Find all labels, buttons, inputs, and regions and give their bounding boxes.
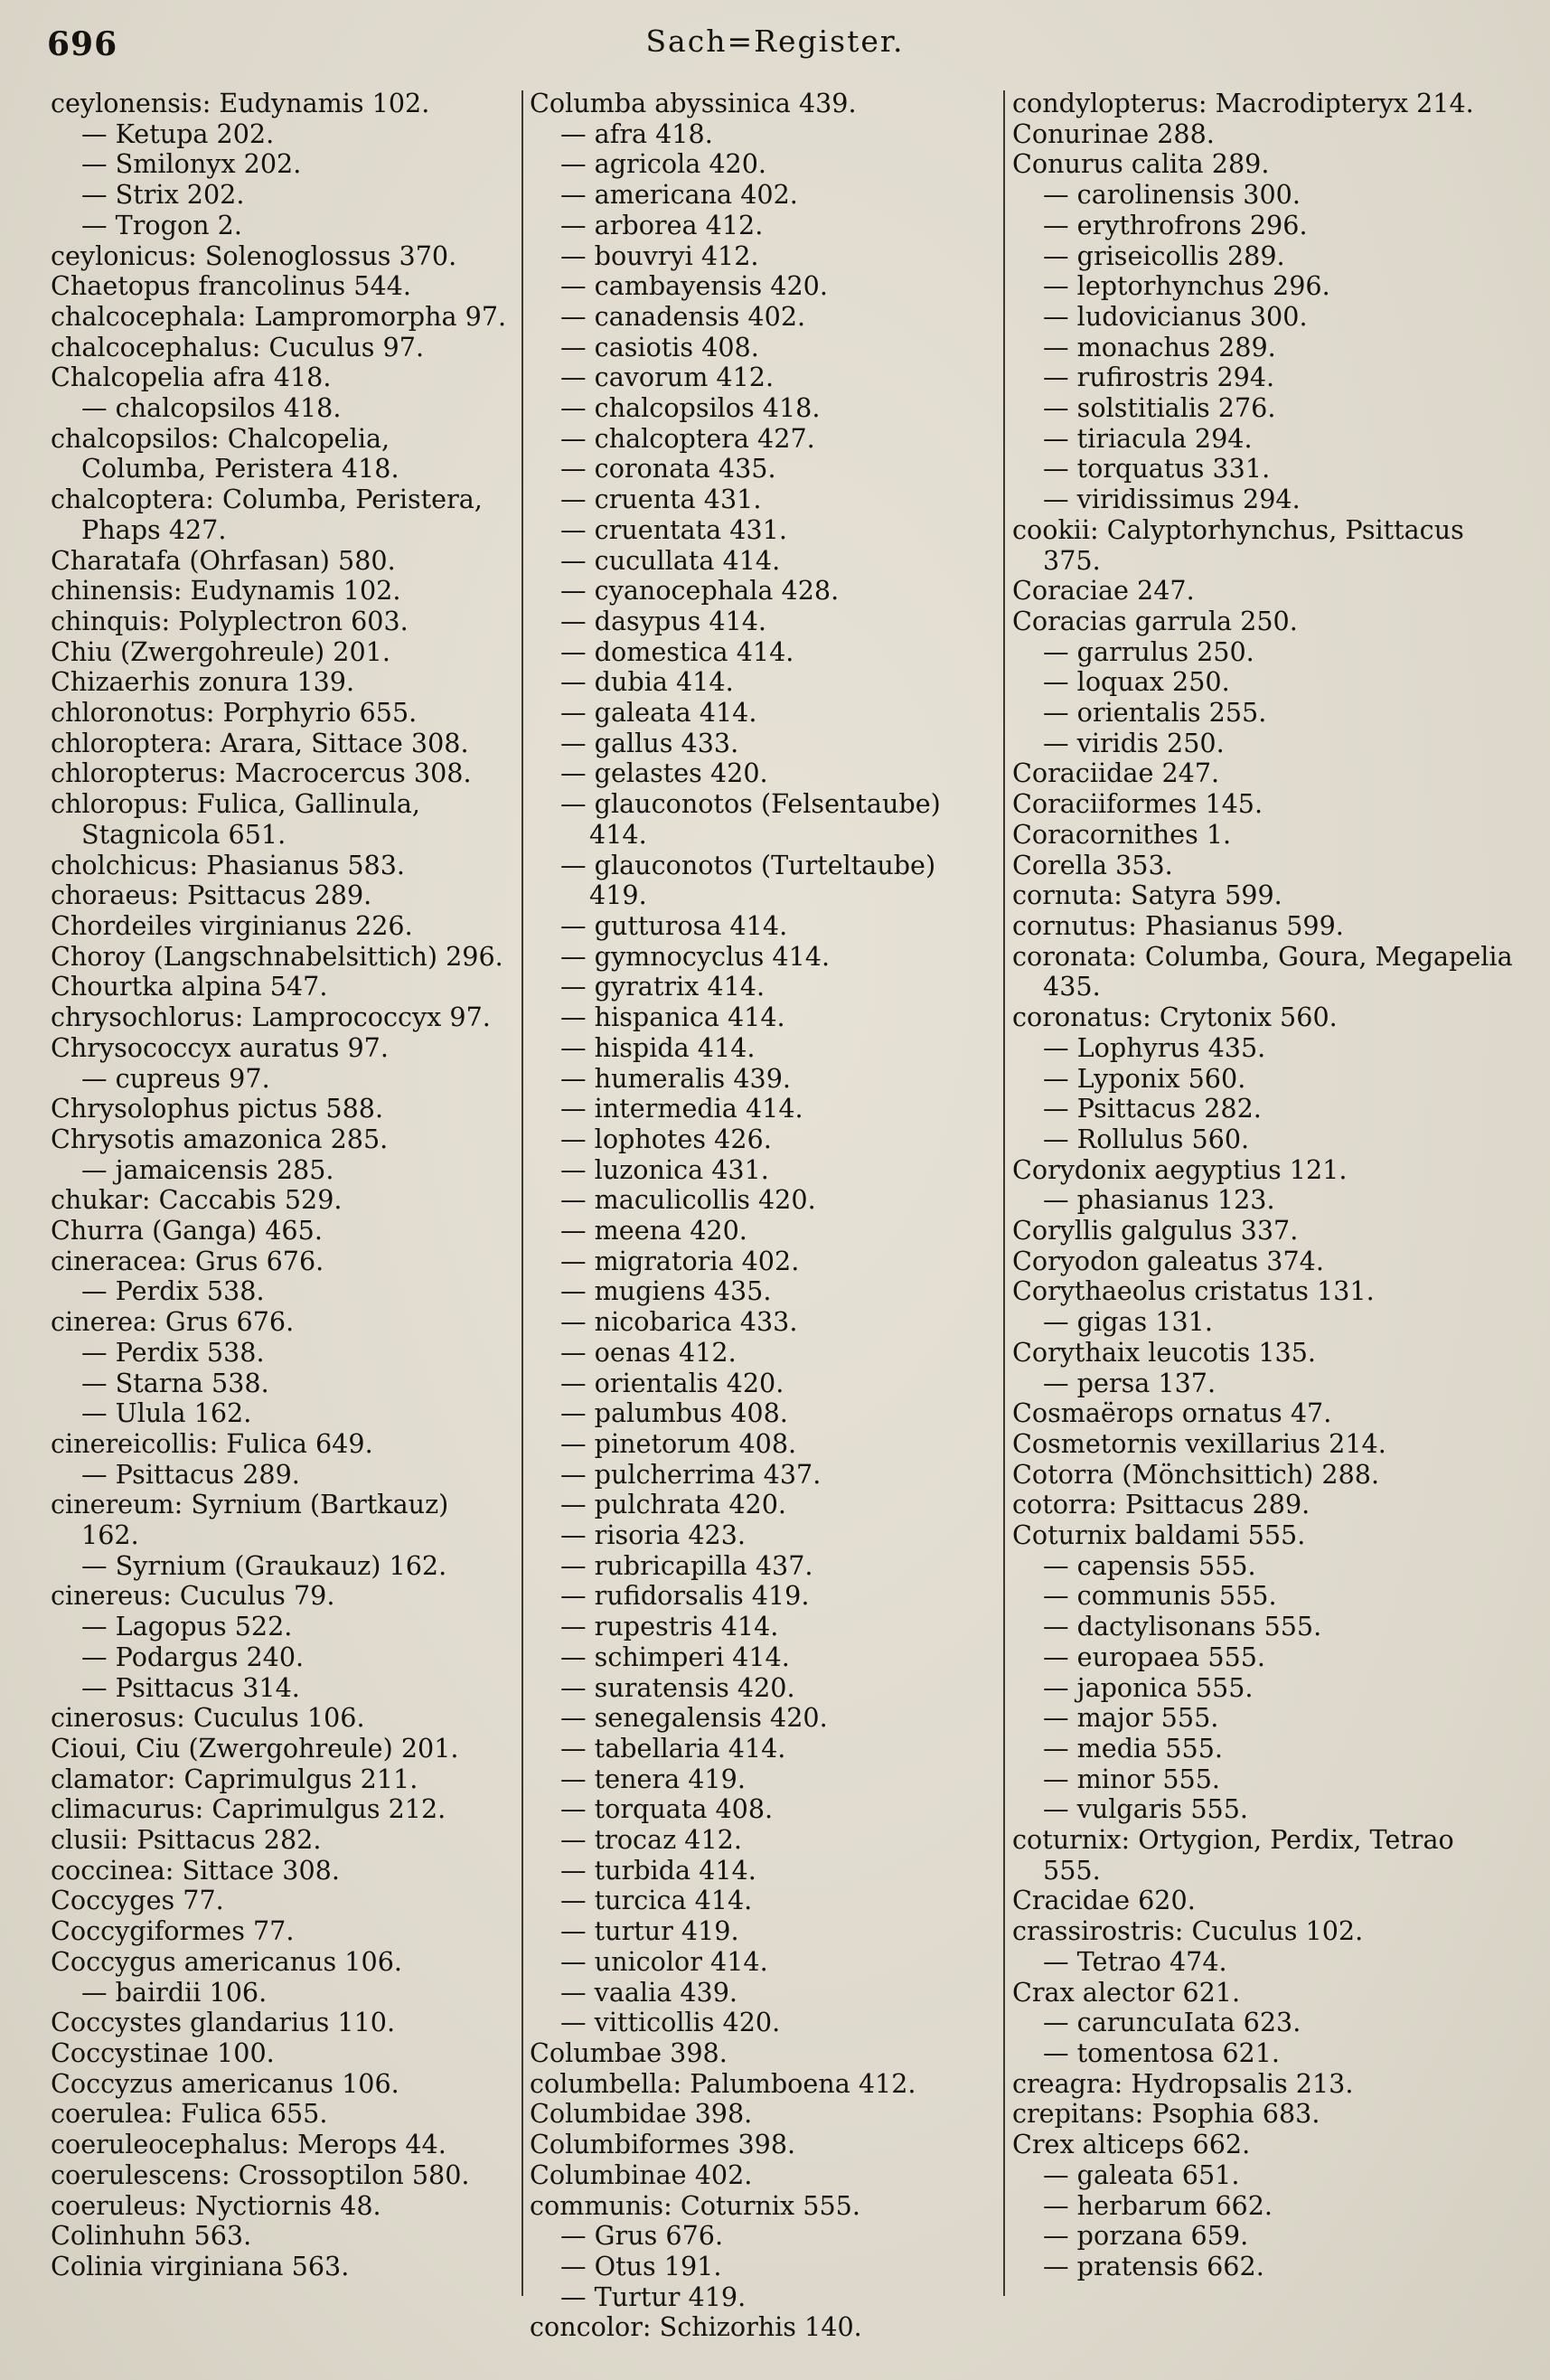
index-entry: cornuta: Satyra 599. [1012, 880, 1282, 911]
index-entry: coccinea: Sittace 308. [51, 1854, 340, 1886]
index-entry: Cioui, Ciu (Zwergohreule) 201. [51, 1732, 459, 1764]
index-entry: chalcocephala: Lampromorpha 97. [51, 300, 507, 332]
index-subentry: — palumbus 408. [560, 1397, 788, 1429]
index-subentry: — casiotis 408. [560, 331, 759, 362]
index-subentry: — afra 418. [560, 118, 713, 149]
index-subentry: — Trogon 2. [81, 209, 242, 240]
index-subentry: — media 555. [1043, 1732, 1223, 1764]
column-divider [1003, 90, 1005, 2296]
index-subentry: — unicolor 414. [560, 1945, 768, 1977]
index-subentry: — Ulula 162. [81, 1397, 252, 1429]
index-subentry: — Strix 202. [81, 179, 245, 211]
index-entry: coeruleocephalus: Merops 44. [51, 2129, 446, 2160]
index-subentry: — chalcopsilos 418. [81, 392, 342, 424]
index-entry: ceylonicus: Solenoglossus 370. [51, 240, 457, 271]
index-subentry: — domestica 414. [560, 635, 794, 667]
index-subentry: — mugiens 435. [560, 1275, 772, 1307]
index-entry: chloronotus: Porphyrio 655. [51, 697, 418, 729]
index-subentry: — bairdii 106. [81, 1976, 268, 2008]
index-entry: Cosmaërops ornatus 47. [1012, 1397, 1332, 1429]
index-entry: coronatus: Crytonix 560. [1012, 1002, 1338, 1033]
index-subentry: — phasianus 123. [1043, 1184, 1275, 1216]
index-subentry: — Tetrao 474. [1043, 1945, 1227, 1977]
index-subentry: — leptorhynchus 296. [1043, 270, 1330, 302]
index-entry: Colinia virginiana 563. [51, 2250, 350, 2281]
index-entry: chrysochlorus: Lamprococcyx 97. [51, 1002, 491, 1033]
index-entry: concolor: Schizorhis 140. [530, 2311, 862, 2343]
index-entry: chalcoptera: Columba, Peristera, Phaps 427. [51, 484, 483, 545]
index-subentry: — humeralis 439. [560, 1062, 791, 1094]
index-entry: communis: Coturnix 555. [530, 2189, 860, 2221]
index-entry: crassirostris: Cuculus 102. [1012, 1915, 1364, 1947]
index-subentry: — Psittacus 289. [81, 1458, 300, 1490]
index-subentry: — chalcoptera 427. [560, 422, 815, 454]
index-subentry: — rubricapilla 437. [560, 1549, 813, 1581]
index-subentry: — gigas 131. [1043, 1306, 1213, 1338]
index-subentry: — coronata 435. [560, 453, 776, 484]
index-entry: Colinhuhn 563. [51, 2220, 252, 2252]
index-subentry: — pulchrata 420. [560, 1489, 786, 1520]
index-subentry: — Starna 538. [81, 1367, 269, 1398]
index-subentry: — orientalis 420. [560, 1367, 784, 1398]
index-entry: cinereum: Syrnium (Bartkauz) 162. [51, 1489, 449, 1551]
index-subentry: — Lagopus 522. [81, 1611, 293, 1642]
index-subentry: — Lophyrus 435. [1043, 1031, 1266, 1063]
index-entry: Crex alticeps 662. [1012, 2129, 1251, 2160]
index-subentry: — porzana 659. [1043, 2220, 1249, 2252]
index-subentry: — galeata 651. [1043, 2159, 1240, 2190]
index-subentry: — gymnocyclus 414. [560, 940, 831, 972]
index-subentry: — luzonica 431. [560, 1153, 769, 1185]
index-subentry: — rufidorsalis 419. [560, 1580, 810, 1612]
index-subentry: — glauconotos (Turteltaube) 419. [560, 849, 936, 911]
index-subentry: — gyratrix 414. [560, 971, 766, 1002]
index-entry: Coracias garrula 250. [1012, 605, 1298, 636]
index-entry: Coracornithes 1. [1012, 818, 1232, 850]
index-entry: chinensis: Eudynamis 102. [51, 575, 401, 607]
index-entry: Chiu (Zwergohreule) 201. [51, 635, 390, 667]
index-subentry: — turtur 419. [560, 1915, 739, 1947]
index-subentry: — cucullata 414. [560, 544, 781, 576]
index-subentry: — Rollulus 560. [1043, 1123, 1250, 1154]
index-subentry: — trocaz 412. [560, 1824, 742, 1856]
index-subentry: — Psittacus 314. [81, 1671, 300, 1703]
index-entry: Coccygiformes 77. [51, 1915, 295, 1947]
index-subentry: — torquata 408. [560, 1793, 774, 1825]
index-subentry: — galeata 414. [560, 697, 757, 729]
index-entry: Chizaerhis zonura 139. [51, 666, 355, 698]
index-subentry: — garrulus 250. [1043, 635, 1254, 667]
index-entry: chukar: Caccabis 529. [51, 1184, 343, 1216]
index-subentry: — cambayensis 420. [560, 270, 828, 302]
index-subentry: — minor 555. [1043, 1763, 1220, 1794]
index-subentry: — vaalia 439. [560, 1976, 738, 2008]
index-entry: Coccyzus americanus 106. [51, 2067, 399, 2099]
index-entry: coturnix: Ortygion, Perdix, Tetrao 555. [1012, 1824, 1454, 1886]
index-subentry: — Turtur 419. [560, 2281, 747, 2312]
index-entry: Conurus calita 289. [1012, 148, 1270, 180]
index-entry: Columba abyssinica 439. [530, 88, 857, 118]
index-entry: chloroptera: Arara, Sittace 308. [51, 727, 469, 758]
index-subentry: — arborea 412. [560, 209, 764, 240]
index-column-2 [530, 89, 987, 2343]
index-entry: Corydonix aegyptius 121. [1012, 1153, 1348, 1185]
index-subentry: — gelastes 420. [560, 757, 768, 789]
index-subentry: — rufirostris 294. [1043, 362, 1275, 393]
index-entry: Chrysolophus pictus 588. [51, 1093, 384, 1124]
index-subentry: — cruentata 431. [560, 513, 787, 545]
index-subentry: — suratensis 420. [560, 1671, 795, 1703]
index-subentry: — cavorum 412. [560, 362, 775, 393]
index-column-3 [1012, 89, 1518, 2282]
index-subentry: — erythrofrons 296. [1043, 209, 1308, 240]
index-subentry: — vitticollis 420. [560, 2007, 781, 2038]
index-subentry: — torquatus 331. [1043, 453, 1271, 484]
index-subentry: — griseicollis 289. [1043, 240, 1285, 271]
index-entry: crepitans: Psophia 683. [1012, 2098, 1320, 2130]
index-entry: Corythaeolus cristatus 131. [1012, 1275, 1375, 1307]
index-subentry: — solstitialis 276. [1043, 392, 1276, 424]
column-divider [521, 90, 523, 2296]
index-entry: condylopterus: Macrodipteryx 214. [1012, 88, 1474, 118]
index-subentry: — Lyponix 560. [1043, 1062, 1246, 1094]
index-subentry: — hispida 414. [560, 1031, 756, 1063]
index-entry: Coccygus americanus 106. [51, 1945, 402, 1977]
index-entry: cholchicus: Phasianus 583. [51, 849, 406, 880]
index-subentry: — agricola 420. [560, 148, 767, 180]
index-entry: Chalcopelia afra 418. [51, 362, 332, 393]
index-subentry: — viridissimus 294. [1043, 484, 1301, 515]
index-entry: cineracea: Grus 676. [51, 1245, 324, 1276]
index-entry: chinquis: Polyplectron 603. [51, 605, 409, 636]
index-entry: Corythaix leucotis 135. [1012, 1336, 1317, 1368]
index-subentry: — dubia 414. [560, 666, 734, 698]
index-subentry: — Smilonyx 202. [81, 148, 302, 180]
index-entry: Choroy (Langschnabelsittich) 296. [51, 940, 503, 972]
index-entry: Chrysotis amazonica 285. [51, 1123, 389, 1154]
index-entry: cinerea: Grus 676. [51, 1306, 295, 1338]
index-subentry: — meena 420. [560, 1215, 747, 1246]
running-head: Sach=Register. [645, 24, 905, 59]
index-subentry: — pulcherrima 437. [560, 1458, 822, 1490]
index-subentry: — turbida 414. [560, 1854, 756, 1886]
index-entry: coerulea: Fulica 655. [51, 2098, 328, 2130]
index-subentry: — dactylisonans 555. [1043, 1611, 1322, 1642]
index-subentry: — caruncuIata 623. [1043, 2007, 1301, 2038]
index-entry: Columbinae 402. [530, 2159, 753, 2190]
index-entry: cinereicollis: Fulica 649. [51, 1427, 373, 1459]
index-entry: chalcocephalus: Cuculus 97. [51, 331, 425, 362]
page-header [0, 7, 1550, 61]
index-subentry: — senegalensis 420. [560, 1702, 828, 1734]
index-entry: Columbae 398. [530, 2037, 728, 2068]
index-subentry: — viridis 250. [1043, 727, 1225, 758]
index-entry: chloropterus: Macrocercus 308. [51, 757, 472, 789]
index-entry: ceylonensis: Eudynamis 102. [51, 88, 430, 118]
index-entry: Charatafa (Ohrfasan) 580. [51, 544, 396, 576]
index-subentry: — vulgaris 555. [1043, 1793, 1248, 1825]
index-subentry: — tenera 419. [560, 1763, 746, 1794]
index-subentry: — bouvryi 412. [560, 240, 759, 271]
index-entry: chalcopsilos: Chalcopelia, Columba, Peristera 418. [51, 422, 399, 484]
index-subentry: — hispanica 414. [560, 1002, 785, 1033]
index-entry: clusii: Psittacus 282. [51, 1824, 322, 1856]
index-subentry: — rupestris 414. [560, 1611, 779, 1642]
index-entry: Conurinae 288. [1012, 118, 1215, 149]
index-entry: Chordeiles virginianus 226. [51, 909, 413, 941]
index-entry: Coccystes glandarius 110. [51, 2007, 396, 2038]
index-subentry: — dasypus 414. [560, 605, 767, 636]
index-entry: Coryllis galgulus 337. [1012, 1215, 1299, 1246]
index-subentry: — cruenta 431. [560, 484, 762, 515]
index-entry: clamator: Caprimulgus 211. [51, 1763, 418, 1794]
index-subentry: — migratoria 402. [560, 1245, 800, 1276]
index-subentry: — jamaicensis 285. [81, 1153, 334, 1185]
index-entry: cookii: Calyptorhynchus, Psittacus 375. [1012, 513, 1464, 576]
index-entry: Churra (Ganga) 465. [51, 1215, 323, 1246]
index-entry: Cracidae 620. [1012, 1885, 1196, 1916]
index-entry: columbella: Palumboena 412. [530, 2067, 916, 2099]
index-subentry: — glauconotos (Felsentaube) 414. [560, 788, 941, 850]
index-subentry: — pratensis 662. [1043, 2250, 1264, 2281]
index-entry: Coryodon galeatus 374. [1012, 1245, 1324, 1276]
index-entry: Columbiformes 398. [530, 2129, 796, 2160]
index-subentry: — maculicollis 420. [560, 1184, 816, 1216]
index-subentry: — tabellaria 414. [560, 1732, 786, 1764]
index-subentry: — risoria 423. [560, 1519, 747, 1551]
page-number: 696 [47, 25, 118, 63]
index-subentry: — chalcopsilos 418. [560, 392, 821, 424]
index-subentry: — Podargus 240. [81, 1641, 305, 1672]
index-subentry: — europaea 555. [1043, 1641, 1265, 1672]
index-entry: Coraciidae 247. [1012, 757, 1220, 789]
index-subentry: — Syrnium (Graukauz) 162. [81, 1549, 447, 1581]
index-subentry: — nicobarica 433. [560, 1306, 798, 1338]
index-subentry: — capensis 555. [1043, 1549, 1256, 1581]
index-entry: cinerosus: Cuculus 106. [51, 1702, 365, 1734]
index-entry: Chourtka alpina 547. [51, 971, 328, 1002]
index-entry: Coccystinae 100. [51, 2037, 275, 2068]
index-subentry: — lophotes 426. [560, 1123, 772, 1154]
index-subentry: — schimperi 414. [560, 1641, 790, 1672]
index-subentry: — tiriacula 294. [1043, 422, 1253, 454]
index-subentry: — Grus 676. [560, 2220, 724, 2252]
index-entry: cornutus: Phasianus 599. [1012, 909, 1344, 941]
index-subentry: — persa 137. [1043, 1367, 1217, 1398]
index-subentry: — communis 555. [1043, 1580, 1277, 1612]
index-entry: Crax alector 621. [1012, 1976, 1241, 2008]
index-subentry: — monachus 289. [1043, 331, 1276, 362]
index-entry: Coturnix baldami 555. [1012, 1519, 1306, 1551]
index-entry: coerulescens: Crossoptilon 580. [51, 2159, 470, 2190]
index-subentry: — gallus 433. [560, 727, 739, 758]
index-subentry: — orientalis 255. [1043, 697, 1267, 729]
index-subentry: — Ketupa 202. [81, 118, 275, 149]
index-subentry: — oenas 412. [560, 1336, 737, 1368]
index-subentry: — loquax 250. [1043, 666, 1230, 698]
index-subentry: — cupreus 97. [81, 1062, 270, 1094]
index-entry: climacurus: Caprimulgus 212. [51, 1793, 446, 1825]
index-subentry: — gutturosa 414. [560, 909, 788, 941]
index-subentry: — pinetorum 408. [560, 1427, 797, 1459]
index-subentry: — turcica 414. [560, 1885, 753, 1916]
index-subentry: — cyanocephala 428. [560, 575, 840, 607]
index-subentry: — canadensis 402. [560, 300, 806, 332]
index-entry: Coraciae 247. [1012, 575, 1195, 607]
index-entry: coeruleus: Nyctiornis 48. [51, 2189, 381, 2221]
index-subentry: — americana 402. [560, 179, 798, 211]
index-entry: Corella 353. [1012, 849, 1173, 880]
index-entry: Coraciiformes 145. [1012, 788, 1263, 820]
index-entry: Chrysococcyx auratus 97. [51, 1031, 389, 1063]
index-entry: choraeus: Psittacus 289. [51, 880, 372, 911]
index-column-1 [51, 89, 513, 2282]
index-entry: cotorra: Psittacus 289. [1012, 1489, 1310, 1520]
index-entry: chloropus: Fulica, Gallinula, Stagnicola 651. [51, 788, 421, 850]
index-subentry: — Perdix 538. [81, 1275, 265, 1307]
index-entry: coronata: Columba, Goura, Megapelia 435. [1012, 940, 1513, 1002]
index-entry: Cosmetornis vexillarius 214. [1012, 1427, 1386, 1459]
index-entry: Columbidae 398. [530, 2098, 753, 2130]
index-subentry: — major 555. [1043, 1702, 1219, 1734]
index-entry: Coccyges 77. [51, 1885, 224, 1916]
index-entry: Chaetopus francolinus 544. [51, 270, 411, 302]
index-subentry: — Psittacus 282. [1043, 1093, 1262, 1124]
index-subentry: — tomentosa 621. [1043, 2037, 1281, 2068]
index-subentry: — ludovicianus 300. [1043, 300, 1308, 332]
index-entry: creagra: Hydropsalis 213. [1012, 2067, 1354, 2099]
index-entry: Cotorra (Mönchsittich) 288. [1012, 1458, 1380, 1490]
index-subentry: — japonica 555. [1043, 1671, 1254, 1703]
index-entry: cinereus: Cuculus 79. [51, 1580, 335, 1612]
index-subentry: — Perdix 538. [81, 1336, 265, 1368]
index-subentry: — carolinensis 300. [1043, 179, 1301, 211]
index-subentry: — Otus 191. [560, 2250, 722, 2281]
index-subentry: — intermedia 414. [560, 1093, 803, 1124]
index-subentry: — herbarum 662. [1043, 2189, 1273, 2221]
